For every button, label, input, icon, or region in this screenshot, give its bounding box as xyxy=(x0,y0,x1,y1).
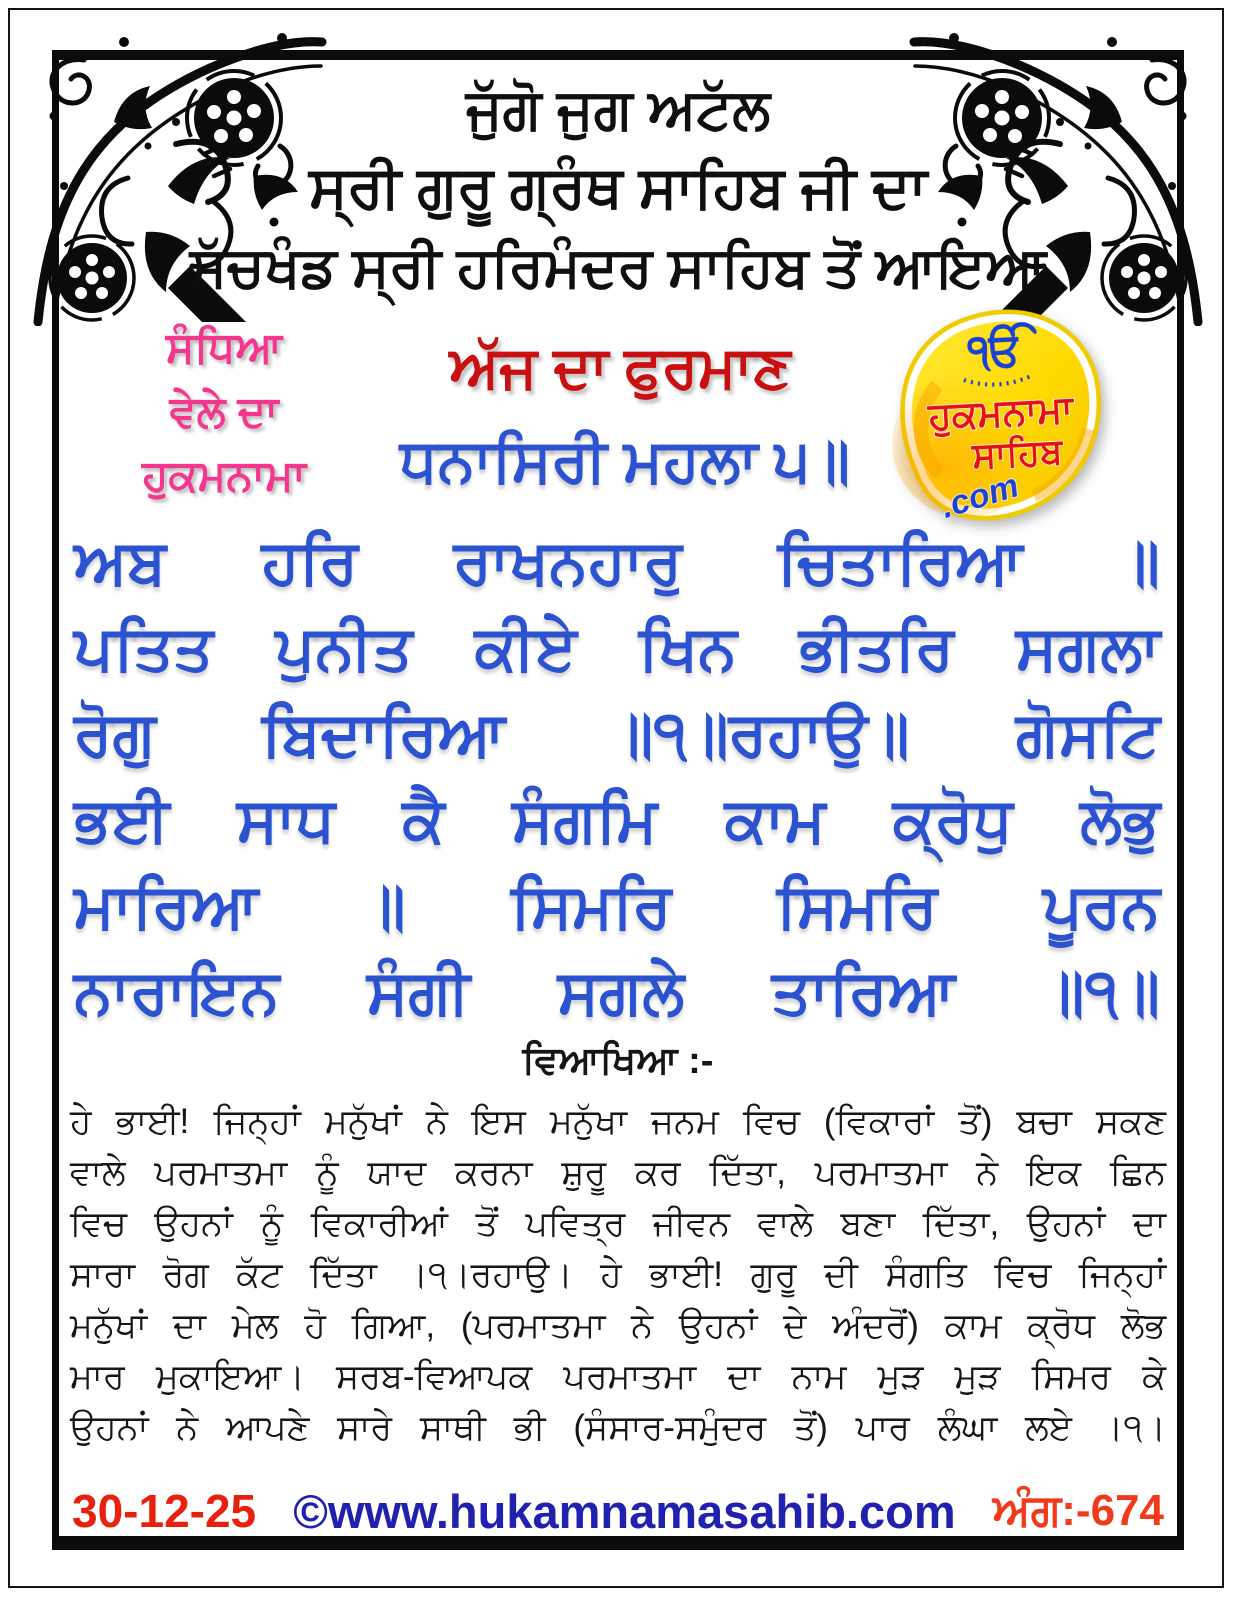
footer-website-url: ©www.hukamnamasahib.com xyxy=(293,1484,956,1538)
shabad-line: ਰੋਗੁ ਬਿਦਾਰਿਆ ॥੧॥ਰਹਾਉ॥ ਗੋਸਟਿ xyxy=(74,700,1160,769)
logo-name-line-1: ਹੁਕਮਨਾਮਾ xyxy=(927,388,1075,439)
side-label-line-2: ਵੇਲੇ ਦਾ xyxy=(169,388,279,436)
header-line-3: ਸੱਚਖੰਡ ਸ੍ਰੀ ਹਰਿਮੰਦਰ ਸਾਹਿਬ ਤੋਂ ਆਇਆ xyxy=(189,235,1047,298)
hukamnamasahib-logo xyxy=(870,282,1117,546)
explanation-line: ਉਹਨਾਂ ਨੇ ਆਪਣੇ ਸਾਰੇ ਸਾਥੀ ਭੀ (ਸੰਸਾਰ-ਸਮੁੰਦਰ ਤੋਂ) ਪਾਰ ਲੰਘਾ ਲਏ ।੧। xyxy=(70,1408,1166,1447)
shabad-line: ਪਤਿਤ ਪੁਨੀਤ ਕੀਏ ਖਿਨ ਭੀਤਰਿ ਸਗਲਾ xyxy=(74,614,1160,683)
side-label-line-3: ਹੁਕਮਨਾਮਾ xyxy=(142,452,306,500)
logo-domain-text: .com xyxy=(936,466,1024,526)
shabad-text-block xyxy=(74,520,1160,1036)
ik-onkar-icon: ੴ xyxy=(966,323,1025,378)
shabad-line: ਨਾਰਾਇਨ ਸੰਗੀ ਸਗਲੇ ਤਾਰਿਆ ॥੧॥ xyxy=(74,958,1160,1027)
logo-name-line-2: ਸਾਹਿਬ xyxy=(970,430,1064,477)
footer-ang-number: ਅੰਗ:-674 xyxy=(992,1486,1164,1535)
todays-edict-title: ਅੱਜ ਦਾ ਫੁਰਮਾਣ xyxy=(449,335,791,400)
header-line-2: ਸ੍ਰੀ ਗੁਰੂ ਗ੍ਰੰਥ ਸਾਹਿਬ ਜੀ ਦਾ xyxy=(308,155,928,220)
shabad-line: ਭਈ ਸਾਧ ਕੈ ਸੰਗਮਿ ਕਾਮ ਕ੍ਰੋਧੁ ਲੋਭੁ xyxy=(74,786,1160,855)
shabad-line: ਮਾਰਿਆ ॥ ਸਿਮਰਿ ਸਿਮਰਿ ਪੂਰਨ xyxy=(74,872,1160,941)
shabad-title-line: ਧਨਾਸਿਰੀ ਮਹਲਾ ੫॥ xyxy=(399,427,851,494)
shabad-line: ਅਬ ਹਰਿ ਰਾਖਨਹਾਰੁ ਚਿਤਾਰਿਆ ॥ xyxy=(74,528,1160,597)
explanation-line: ਮਨੁੱਖਾਂ ਦਾ ਮੇਲ ਹੋ ਗਿਆ, (ਪਰਮਾਤਮਾ ਨੇ ਉਹਨਾਂ ਦੇ ਅੰਦਰੋਂ) ਕਾਮ ਕ੍ਰੋਧ ਲੋਭ xyxy=(70,1306,1166,1345)
header-block xyxy=(80,70,1156,306)
explanation-block xyxy=(70,1096,1166,1453)
side-label-line-1: ਸੰਧਿਆ xyxy=(165,324,283,372)
header-line-1: ਜੁੱਗੋ ਜੁਗ ਅਟੱਲ xyxy=(465,77,771,140)
explanation-line: ਮਾਰ ਮੁਕਾਇਆ। ਸਰਬ-ਵਿਆਪਕ ਪਰਮਾਤਮਾ ਦਾ ਨਾਮ ਮੁੜ ਮੁੜ ਸਿਮਰ ਕੇ xyxy=(70,1357,1166,1396)
footer-date: 30-12-25 xyxy=(72,1485,257,1537)
explanation-line: ਸਾਰਾ ਰੋਗ ਕੱਟ ਦਿੱਤਾ ।੧।ਰਹਾਉ। ਹੇ ਭਾਈ! ਗੁਰੂ ਦੀ ਸੰਗਤਿ ਵਿਚ ਜਿਨ੍ਹਾਂ xyxy=(70,1255,1166,1294)
explanation-heading: ਵਿਆਖਿਆ :- xyxy=(522,1040,714,1082)
explanation-line: ਹੇ ਭਾਈ! ਜਿਨ੍ਹਾਂ ਮਨੁੱਖਾਂ ਨੇ ਇਸ ਮਨੁੱਖਾ ਜਨਮ ਵਿਚ (ਵਿਕਾਰਾਂ ਤੋਂ) ਬਚਾ ਸਕਣ xyxy=(70,1102,1166,1141)
explanation-line: ਵਾਲੇ ਪਰਮਾਤਮਾ ਨੂੰ ਯਾਦ ਕਰਨਾ ਸ਼ੁਰੂ ਕਰ ਦਿੱਤਾ, ਪਰਮਾਤਮਾ ਨੇ ਇਕ ਛਿਨ xyxy=(70,1153,1166,1192)
footer-bar xyxy=(72,1484,1164,1538)
evening-hukamnama-label xyxy=(102,316,346,508)
explanation-line: ਵਿਚ ਉਹਨਾਂ ਨੂੰ ਵਿਕਾਰੀਆਂ ਤੋਂ ਪਵਿਤ੍ਰ ਜੀਵਨ ਵਾਲੇ ਬਣਾ ਦਿੱਤਾ, ਉਹਨਾਂ ਦਾ xyxy=(70,1204,1166,1243)
